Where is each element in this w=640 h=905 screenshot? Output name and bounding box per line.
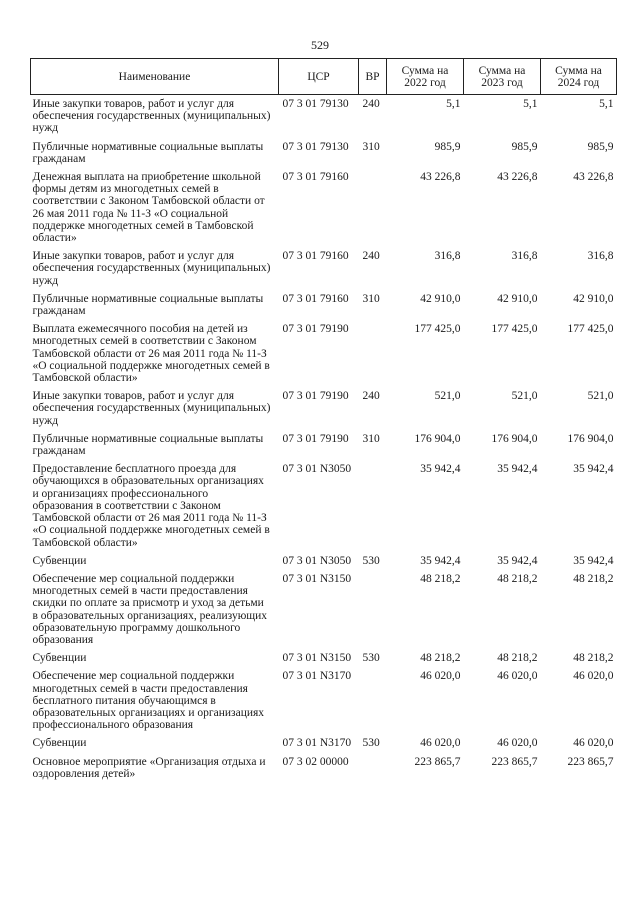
row-name: Предоставление бесплатного проезда для обучающихся в образовательных организациях и организациях профессионального образования в соответствии с Законом Тамбовской области от 26 мая 2011 года № 11-З «О социальной поддержке многодетных семей в Тамбовской области» [32,463,270,549]
row-sum-2022: 176 904,0 [414,432,461,445]
row-sum-2023: 43 226,8 [497,171,538,184]
header-vr: ВР [359,59,387,95]
row-vr: 240 [362,250,380,263]
row-vr [359,460,387,551]
row-sum-2023: 42 910,0 [497,292,538,305]
table-row [31,168,617,247]
table-header-row [31,59,617,95]
row-vr: 310 [362,292,380,305]
row-sum-2024: 223 865,7 [567,755,614,768]
row-vr: 310 [362,432,380,445]
row-vr: 240 [362,98,380,110]
row-name: Субвенции [32,554,87,567]
row-sum-2022: 35 942,4 [420,463,461,476]
table-row [31,649,617,667]
row-csr: 07 3 02 00000 [282,755,349,768]
table-row [31,247,617,290]
table-row [31,667,617,734]
row-csr: 07 3 01 79160 [282,292,349,305]
header-sum-2023: Сумма на 2023 год [464,59,541,95]
row-name: Субвенции [32,652,87,665]
row-name: Иные закупки товаров, работ и услуг для обеспечения государственных (муниципальных) нужд [32,390,271,427]
header-sum-2022: Сумма на 2022 год [387,59,464,95]
row-sum-2024: 5,1 [599,98,614,110]
table-row [31,734,617,752]
row-sum-2024: 43 226,8 [573,171,614,184]
row-name: Иные закупки товаров, работ и услуг для обеспечения государственных (муниципальных) нужд [32,98,271,135]
header-sum-2024: Сумма на 2024 год [541,59,617,95]
table-row [31,430,617,460]
header-csr: ЦСР [279,59,359,95]
row-csr: 07 3 01 N3170 [282,670,352,683]
row-sum-2024: 35 942,4 [573,554,614,567]
row-name: Обеспечение мер социальной поддержки многодетных семей в части предоставления бесплатного питания обучающимся в образовательных организациях и организациях профессионального образования [32,670,265,732]
row-sum-2022: 46 020,0 [420,737,461,750]
row-vr [359,753,387,783]
row-sum-2022: 223 865,7 [414,755,461,768]
row-csr: 07 3 01 N3150 [282,652,352,665]
row-sum-2023: 46 020,0 [497,737,538,750]
row-name: Публичные нормативные социальные выплаты гражданам [32,292,264,318]
row-csr: 07 3 01 79190 [282,390,349,403]
row-sum-2024: 985,9 [587,140,614,153]
row-sum-2022: 521,0 [434,390,461,403]
row-sum-2023: 35 942,4 [497,463,538,476]
table-row [31,320,617,387]
row-sum-2023: 223 865,7 [491,755,538,768]
table-row [31,387,617,430]
row-sum-2022: 48 218,2 [420,652,461,665]
row-csr: 07 3 01 79190 [282,432,349,445]
row-sum-2023: 48 218,2 [497,652,538,665]
table-row [31,753,617,783]
row-name: Основное мероприятие «Организация отдыха и оздоровления детей» [32,755,266,780]
row-sum-2022: 5,1 [446,98,461,110]
table-row [31,460,617,551]
row-vr [359,667,387,734]
row-name: Публичные нормативные социальные выплаты гражданам [32,432,264,458]
row-name: Публичные нормативные социальные выплаты гражданам [32,140,264,165]
row-sum-2024: 42 910,0 [573,292,614,305]
row-vr: 530 [362,554,380,567]
row-vr [359,320,387,387]
row-csr: 07 3 01 N3150 [282,572,352,585]
row-sum-2022: 35 942,4 [420,554,461,567]
row-csr: 07 3 01 79160 [282,171,349,184]
row-sum-2023: 46 020,0 [497,670,538,683]
row-vr: 310 [362,140,380,153]
row-sum-2022: 177 425,0 [414,323,461,336]
table-row [31,138,617,168]
row-sum-2022: 316,8 [434,250,461,263]
row-sum-2023: 985,9 [511,140,538,153]
row-name: Выплата ежемесячного пособия на детей из многодетных семей в соответствии с Законом Тамбовской области от 26 мая 2011 года № 11-З «О социальной поддержке многодетных семей в Тамбовской области» [32,323,270,385]
row-sum-2023: 5,1 [523,98,538,110]
table-row [31,570,617,649]
table-row [31,552,617,570]
row-sum-2023: 316,8 [511,250,538,263]
budget-table [30,58,617,783]
row-sum-2024: 48 218,2 [573,652,614,665]
row-sum-2023: 35 942,4 [497,554,538,567]
row-sum-2022: 43 226,8 [420,171,461,184]
row-vr [359,570,387,649]
row-sum-2024: 521,0 [587,390,614,403]
table-body [31,95,617,783]
row-vr: 530 [362,737,380,750]
row-name: Обеспечение мер социальной поддержки многодетных семей в части предоставления скидки по оплате за присмотр и уход за детьми в образовательных организациях, реализующих образовательную программу дошкольного образования [32,572,268,646]
row-vr: 240 [362,390,380,403]
row-sum-2024: 48 218,2 [573,572,614,585]
row-sum-2022: 46 020,0 [420,670,461,683]
table-row [31,95,617,138]
row-csr: 07 3 01 79130 [282,140,349,153]
row-sum-2023: 48 218,2 [497,572,538,585]
row-sum-2024: 316,8 [587,250,614,263]
row-name: Иные закупки товаров, работ и услуг для обеспечения государственных (муниципальных) нужд [32,250,271,287]
row-sum-2023: 521,0 [511,390,538,403]
row-name: Субвенции [32,737,87,750]
row-csr: 07 3 01 N3170 [282,737,352,750]
row-sum-2022: 48 218,2 [420,572,461,585]
row-sum-2022: 42 910,0 [420,292,461,305]
row-sum-2024: 177 425,0 [567,323,614,336]
row-sum-2024: 35 942,4 [573,463,614,476]
row-csr: 07 3 01 N3050 [282,554,352,567]
row-vr [359,168,387,247]
table-row [31,290,617,320]
row-sum-2024: 176 904,0 [567,432,614,445]
row-vr: 530 [362,652,380,665]
row-csr: 07 3 01 79160 [282,250,349,263]
page-number: 529 [311,38,329,52]
row-sum-2022: 985,9 [434,140,461,153]
header-name: Наименование [31,59,279,95]
row-sum-2023: 176 904,0 [491,432,538,445]
row-sum-2024: 46 020,0 [573,737,614,750]
row-csr: 07 3 01 N3050 [282,463,352,476]
row-name: Денежная выплата на приобретение школьной формы детям из многодетных семей в соответствии с Законом Тамбовской области от 26 мая 2011 года № 11-З «О социальной поддержке многодетных семей в Тамбовской области» [32,171,265,245]
row-csr: 07 3 01 79130 [282,98,349,110]
row-sum-2023: 177 425,0 [491,323,538,336]
row-csr: 07 3 01 79190 [282,323,349,336]
row-sum-2024: 46 020,0 [573,670,614,683]
